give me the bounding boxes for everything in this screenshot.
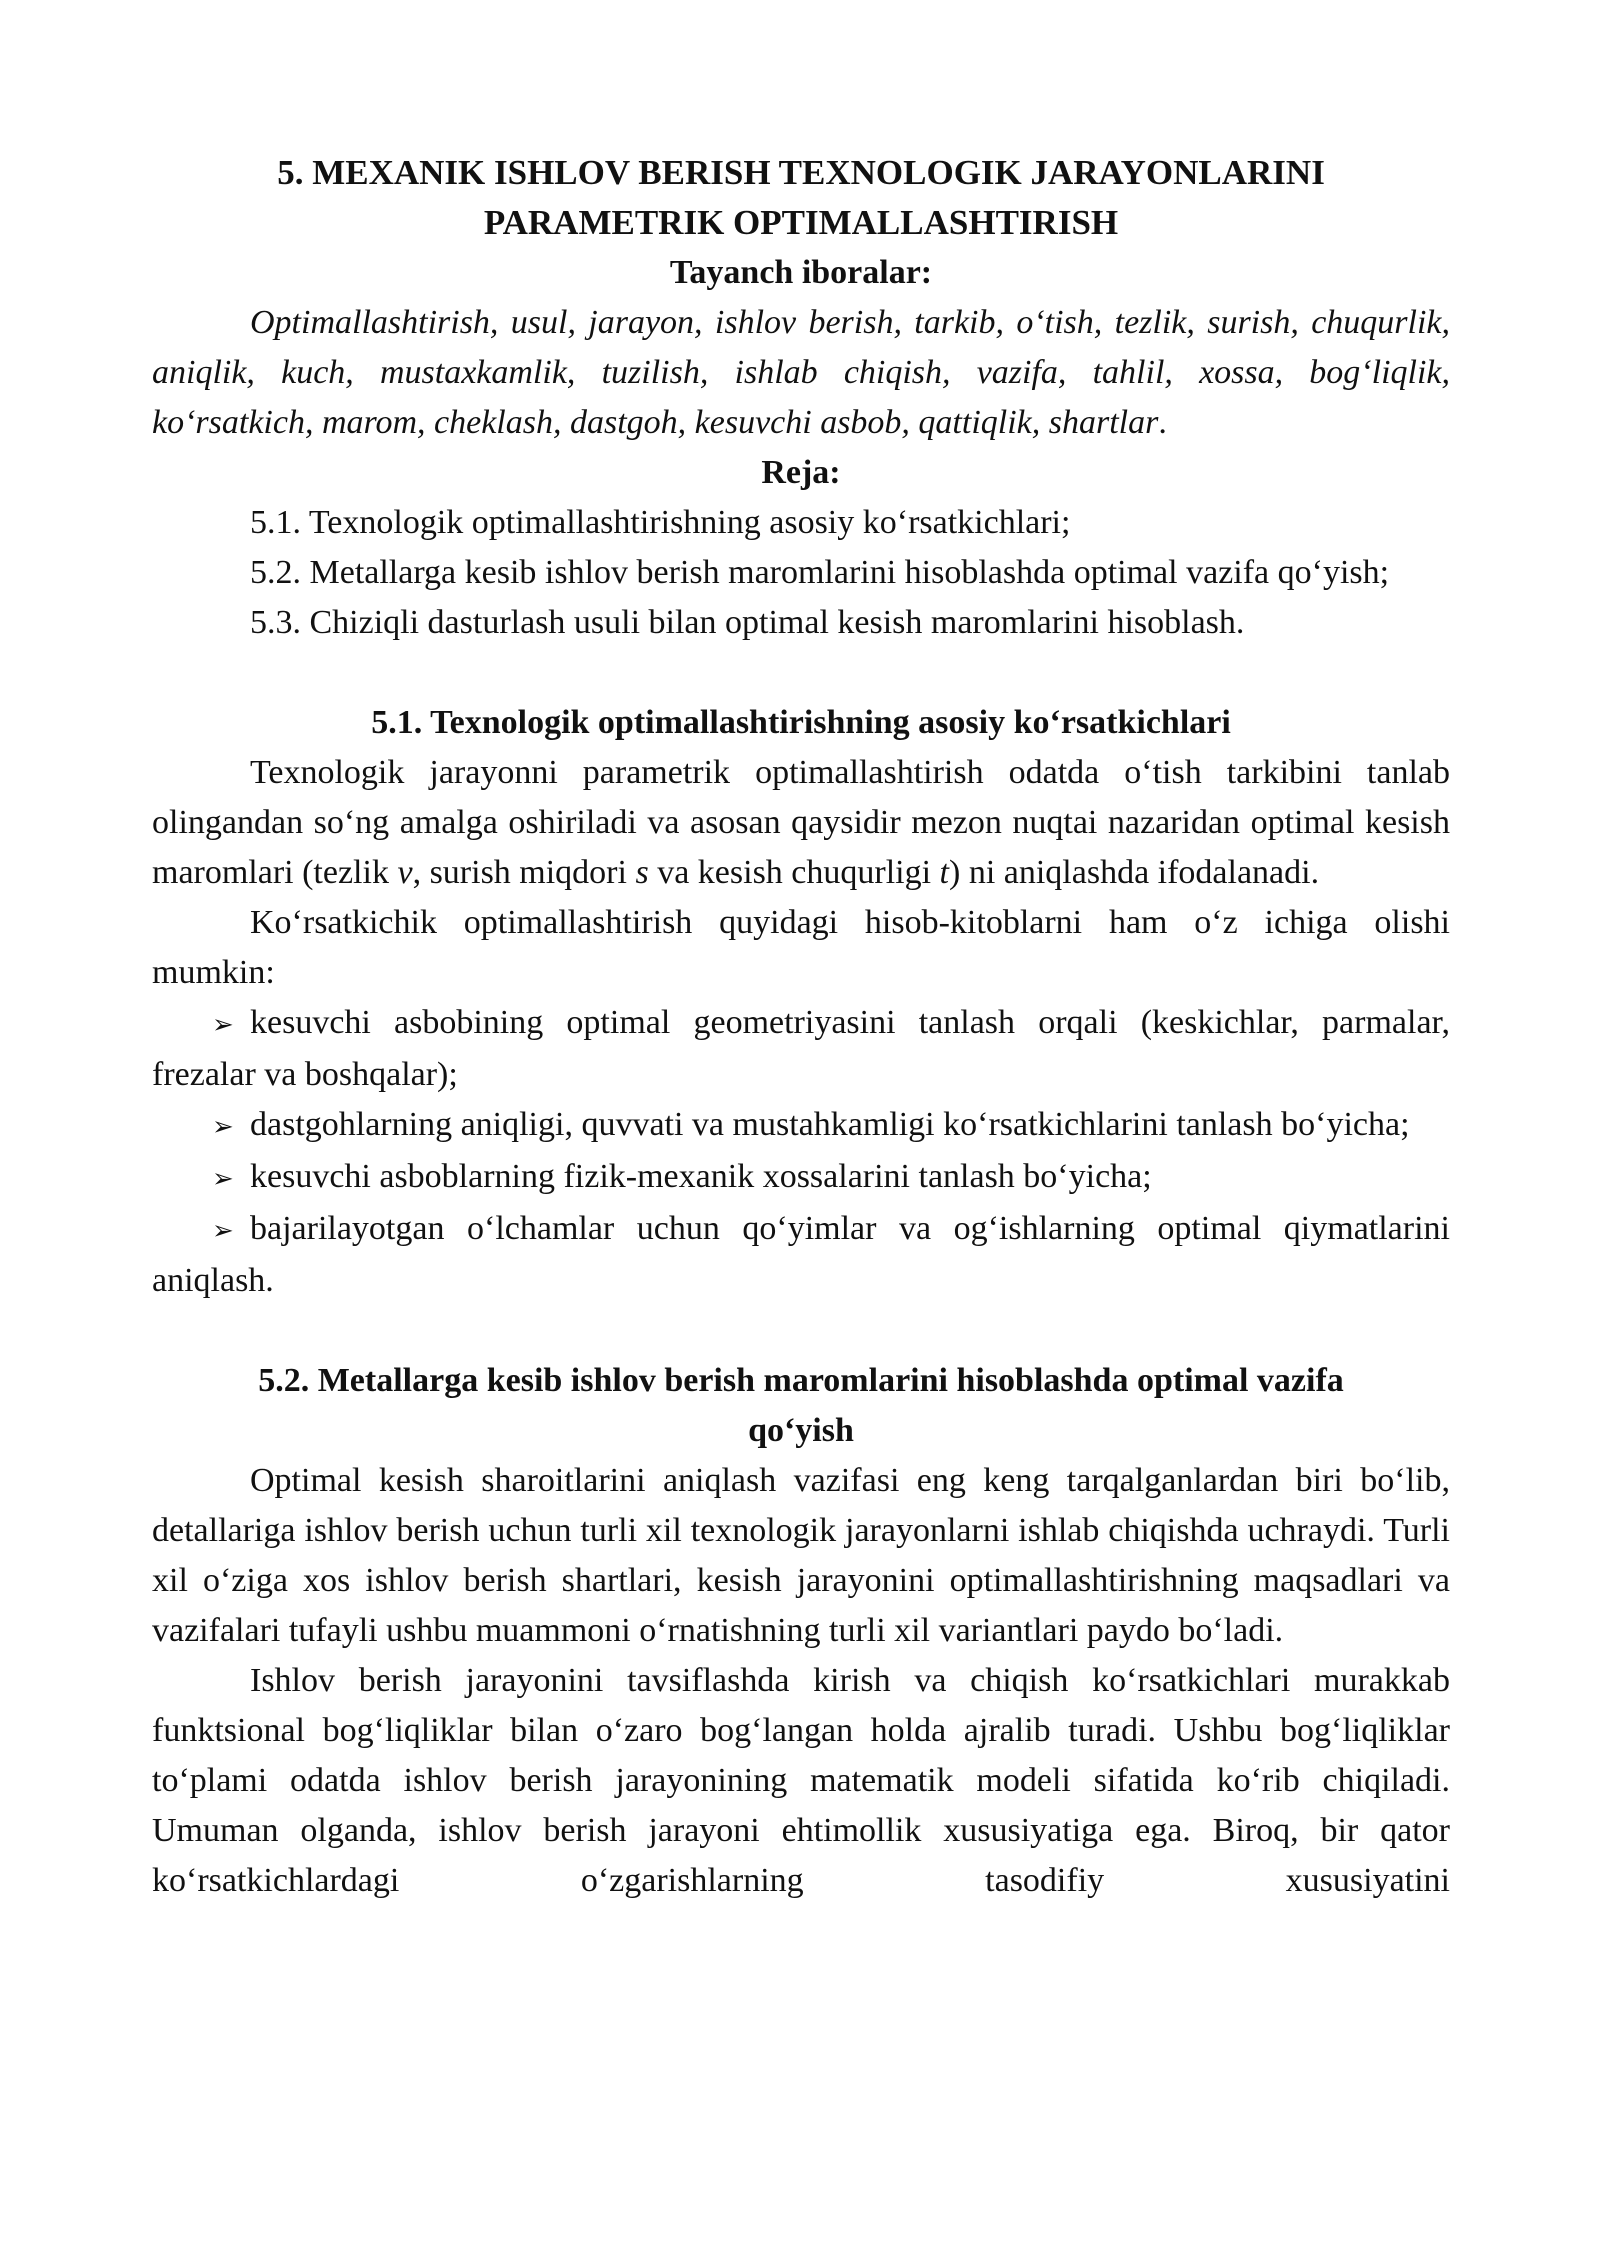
text-run: Texnologik jarayonni parametrik optimallashtirish odatda o‘tish tarkibini tanlab olingandan so‘ng amalga oshiriladi va asosan qaysidir mezon nuqtai nazaridan optimal kesish maromlari (tezlik [152,754,1450,891]
chapter-title-line-2: PARAMETRIK OPTIMALLASHTIRISH [483,203,1119,242]
arrow-bullet-icon: ➢ [212,1112,234,1142]
text-run: ) ni aniqlashda ifodalanadi. [949,854,1320,891]
section-2-paragraph-1: Optimal kesish sharoitlarini aniqlash vazifasi eng keng tarqalganlardan biri bo‘lib, detallariga ishlov berish uchun turli xil texnologik jarayonlarni ishlab chiqishda uchraydi. Turli xil o‘ziga xos ishlov berish shartlari, kesish jarayonini optimallashtirishning maqsadlari va vazifalari tufayli ushbu muammoni o‘rnatishning turli xil variantlari paydo bo‘ladi. [152,1462,1450,1649]
section-1-paragraph-1 [152,748,1450,898]
arrow-bullet-icon: ➢ [212,1164,234,1194]
bullet-item [152,998,1450,1100]
variable-t: t [939,854,949,891]
bullet-item [152,1100,1450,1152]
plan-item: 5.2. Metallarga kesib ishlov berish maromlarini hisoblashda optimal vazifa qo‘yish; [250,554,1390,591]
section-2-heading-line-1: 5.2. Metallarga kesib ishlov berish maromlarini hisoblashda optimal vazifa [258,1362,1344,1399]
plan-heading: Reja: [761,454,841,491]
plan-item: 5.3. Chiziqli dasturlash usuli bilan optimal kesish maromlarini hisoblash. [250,604,1245,641]
arrow-bullet-icon: ➢ [212,1010,234,1040]
variable-s: s [635,854,649,891]
bullet-text: kesuvchi asbobining optimal geometriyasini tanlash orqali (keskichlar, parmalar, frezalar va boshqalar); [152,1004,1450,1093]
text-run: va kesish chuqurligi [648,854,940,891]
section-1-paragraph-2: Ko‘rsatkichik optimallashtirish quyidagi hisob-kitoblarni ham o‘z ichiga olishi mumkin: [152,904,1450,991]
keywords-text: Optimallashtirish, usul, jarayon, ishlov berish, tarkib, o‘tish, tezlik, surish, chuqurlik, aniqlik, kuch, mustaxkamlik, tuzilish, ishlab chiqish, vazifa, tahlil, xossa, bog‘liqlik, ko‘rsatkich, marom, cheklash, dastgoh, kesuvchi asbob, qattiqlik, shartlar [152,304,1450,441]
arrow-bullet-icon: ➢ [212,1216,234,1246]
keywords-paragraph [152,298,1450,448]
keywords-end: . [1158,404,1167,441]
bullet-item [152,1204,1450,1306]
section-1-heading: 5.1. Texnologik optimallashtirishning asosiy ko‘rsatkichlari [371,704,1231,741]
bullet-item [152,1152,1450,1204]
variable-v: v [397,854,413,891]
document-page [152,148,1450,1906]
bullet-text: bajarilayotgan o‘lchamlar uchun qo‘yimlar va og‘ishlarning optimal qiymatlarini aniqlash. [152,1210,1450,1299]
text-run: , surish miqdori [412,854,636,891]
bullet-text: dastgohlarning aniqligi, quvvati va mustahkamligi ko‘rsatkichlarini tanlash bo‘yicha; [250,1106,1410,1143]
bullet-text: kesuvchi asboblarning fizik-mexanik xossalarini tanlash bo‘yicha; [250,1158,1152,1195]
chapter-title-line-1: 5. MEXANIK ISHLOV BERISH TEXNOLOGIK JARAYONLARINI [277,153,1325,192]
keywords-heading: Tayanch iboralar: [669,254,933,291]
plan-item: 5.1. Texnologik optimallashtirishning asosiy ko‘rsatkichlari; [250,504,1071,541]
section-2-paragraph-2: Ishlov berish jarayonini tavsiflashda kirish va chiqish ko‘rsatkichlari murakkab funktsional bog‘liqliklar bilan o‘zaro bog‘langan holda ajralib turadi. Ushbu bog‘liqliklar to‘plami odatda ishlov berish jarayonining matematik modeli sifatida ko‘rib chiqiladi. Umuman olganda, ishlov berish jarayoni ehtimollik xususiyatiga ega. Biroq, bir qator ko‘rsatkichlardagi o‘zgarishlarning tasodifiy xususiyatini [152,1662,1450,1899]
section-2-heading-line-2: qo‘yish [748,1412,854,1449]
